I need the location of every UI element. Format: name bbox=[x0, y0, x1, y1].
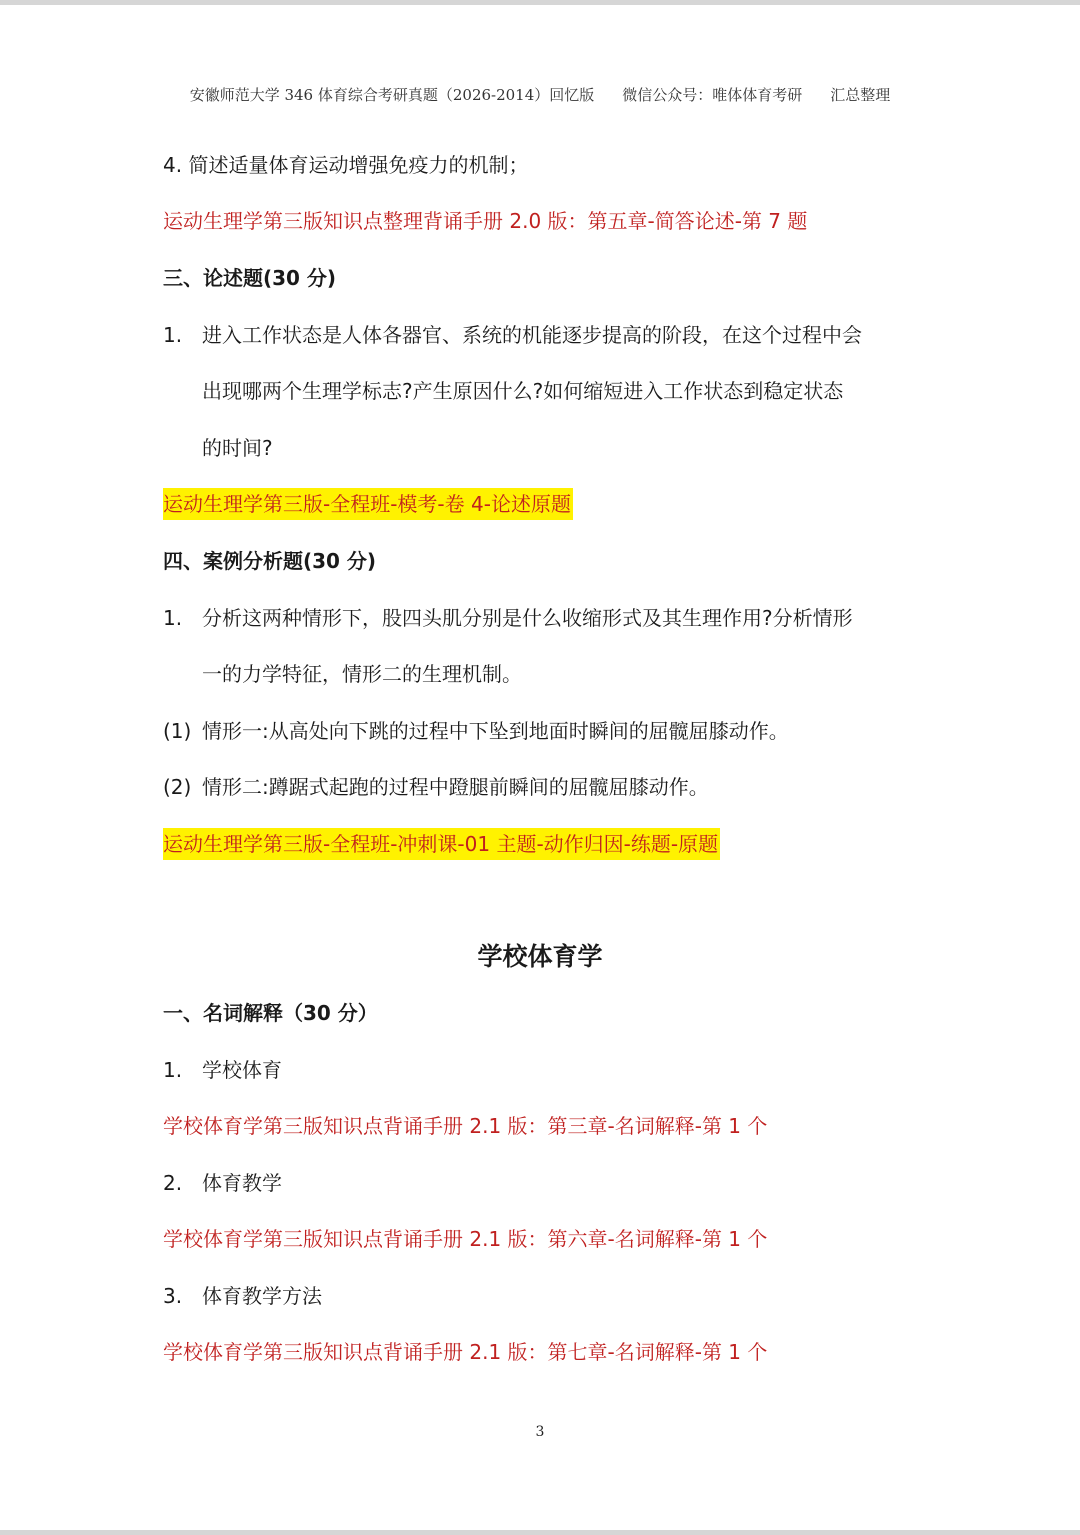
essay-question-1-line1 bbox=[163, 320, 862, 350]
term-item-3 bbox=[163, 1281, 322, 1311]
case-question-1-text1: 分析这两种情形下，股四头肌分别是什么收缩形式及其生理作用?分析情形 bbox=[202, 606, 853, 630]
essay-heading: 三、论述题(30 分) bbox=[163, 266, 337, 290]
essay-question-1-text1: 进入工作状态是人体各器官、系统的机能逐步提高的阶段，在这个过程中会 bbox=[202, 323, 862, 347]
case-question-1-line2: 一的力学特征，情形二的生理机制。 bbox=[202, 662, 522, 686]
case-reference bbox=[163, 829, 720, 859]
case-sub-1-number: (1) bbox=[163, 719, 192, 743]
bottom-edge bbox=[0, 1530, 1080, 1535]
essay-reference-highlight: 运动生理学第三版-全程班-模考-卷 4-论述原题 bbox=[163, 488, 573, 520]
term-item-1 bbox=[163, 1055, 282, 1085]
case-reference-highlight: 运动生理学第三版-全程班-冲刺课-01 主题-动作归因-练题-原题 bbox=[163, 828, 720, 860]
case-heading: 四、案例分析题(30 分) bbox=[163, 549, 377, 573]
header-compiled: 汇总整理 bbox=[830, 86, 891, 104]
case-question-1-number: 1. bbox=[163, 606, 183, 630]
page-header bbox=[0, 84, 1080, 105]
question-4-reference: 运动生理学第三版知识点整理背诵手册 2.0 版：第五章-简答论述-第 7 题 bbox=[163, 209, 808, 233]
term-item-2 bbox=[163, 1168, 282, 1198]
term-item-2-number: 2. bbox=[163, 1171, 183, 1195]
case-sub-2-text: 情形二:蹲踞式起跑的过程中蹬腿前瞬间的屈髋屈膝动作。 bbox=[202, 775, 709, 799]
case-sub-2 bbox=[163, 772, 709, 802]
top-edge bbox=[0, 0, 1080, 5]
case-sub-1 bbox=[163, 716, 789, 746]
question-4-text: 简述适量体育运动增强免疫力的机制； bbox=[188, 153, 529, 177]
header-title: 安徽师范大学 346 体育综合考研真题（2026-2014）回忆版 bbox=[189, 86, 595, 104]
essay-question-1-line3: 的时间? bbox=[202, 436, 273, 460]
term-item-1-number: 1. bbox=[163, 1058, 183, 1082]
section-title: 学校体育学 bbox=[477, 942, 603, 971]
term-item-1-text: 学校体育 bbox=[202, 1058, 282, 1082]
term-item-2-text: 体育教学 bbox=[202, 1171, 282, 1195]
essay-question-1-line2: 出现哪两个生理学标志?产生原因什么?如何缩短进入工作状态到稳定状态 bbox=[202, 379, 844, 403]
case-question-1-line1 bbox=[163, 603, 853, 633]
case-sub-2-number: (2) bbox=[163, 775, 192, 799]
page-number: 3 bbox=[535, 1424, 545, 1440]
term-item-1-reference: 学校体育学第三版知识点背诵手册 2.1 版：第三章-名词解释-第 1 个 bbox=[163, 1114, 768, 1138]
term-item-3-text: 体育教学方法 bbox=[202, 1284, 322, 1308]
term-item-3-reference: 学校体育学第三版知识点背诵手册 2.1 版：第七章-名词解释-第 1 个 bbox=[163, 1340, 768, 1364]
case-sub-1-text: 情形一:从高处向下跳的过程中下坠到地面时瞬间的屈髋屈膝动作。 bbox=[202, 719, 789, 743]
question-4-number: 4. bbox=[163, 153, 183, 177]
term-item-2-reference: 学校体育学第三版知识点背诵手册 2.1 版：第六章-名词解释-第 1 个 bbox=[163, 1227, 768, 1251]
header-wechat: 微信公众号：唯体体育考研 bbox=[622, 86, 803, 104]
essay-reference bbox=[163, 489, 573, 519]
essay-question-1-number: 1. bbox=[163, 323, 183, 347]
terms-heading: 一、名词解释（30 分） bbox=[163, 1001, 378, 1025]
question-4 bbox=[163, 150, 528, 180]
term-item-3-number: 3. bbox=[163, 1284, 183, 1308]
